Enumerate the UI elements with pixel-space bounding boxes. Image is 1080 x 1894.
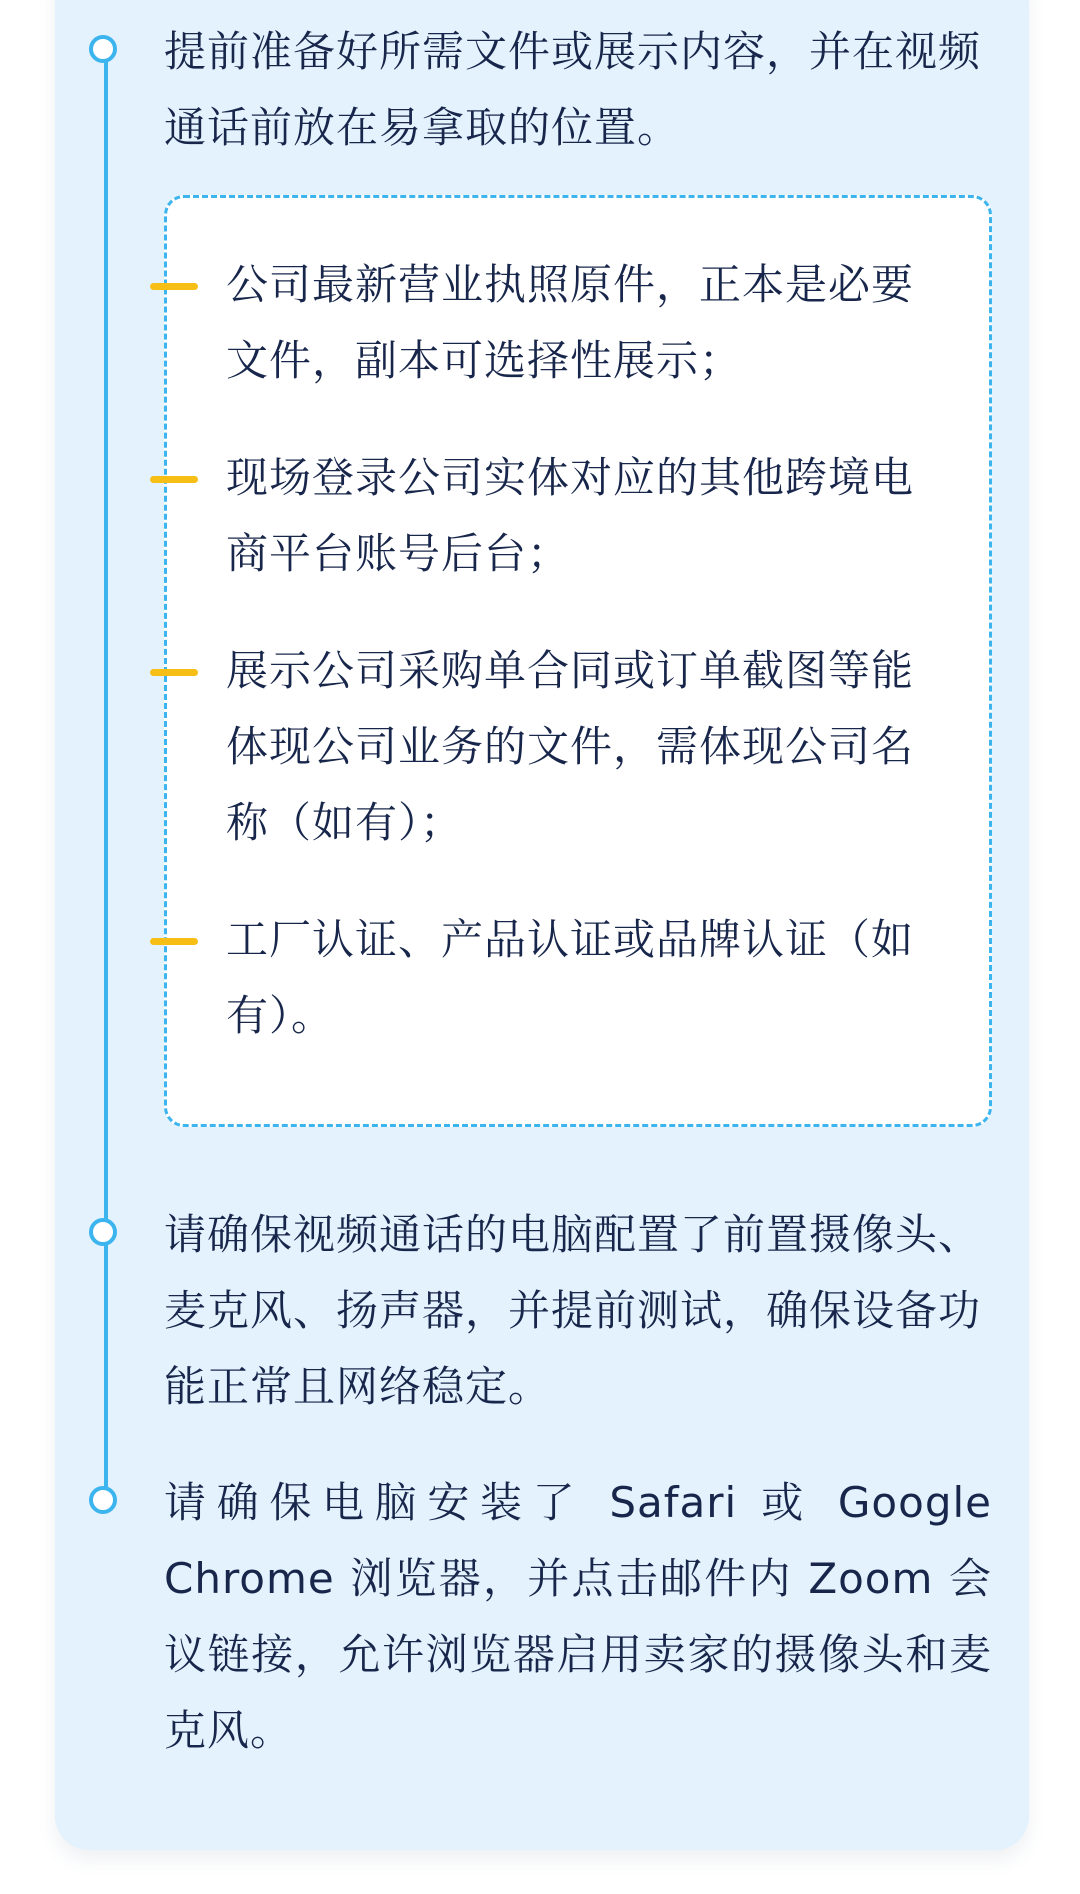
sub-item-1: 公司最新营业执照原件，正本是必要文件，副本可选择性展示； bbox=[226, 260, 915, 385]
timeline-line bbox=[104, 52, 108, 1492]
dash-icon bbox=[150, 669, 198, 676]
sub-item-2: 现场登录公司实体对应的其他跨境电商平台账号后台； bbox=[226, 453, 915, 578]
timeline-node-icon bbox=[89, 35, 117, 63]
dash-icon bbox=[150, 476, 198, 483]
step-2-text: 请确保视频通话的电脑配置了前置摄像头、麦克风、扬声器，并提前测试，确保设备功能正常且网络稳定。 bbox=[164, 1210, 982, 1411]
step-3-text: 请确保电脑安装了 Safari 或 Google Chrome 浏览器，并点击邮件内 Zoom 会议链接，允许浏览器启用卖家的摄像头和麦克风。 bbox=[164, 1478, 992, 1755]
sub-item-3: 展示公司采购单合同或订单截图等能体现公司业务的文件，需体现公司名称（如有）； bbox=[226, 646, 915, 847]
step-1-text: 提前准备好所需文件或展示内容，并在视频通话前放在易拿取的位置。 bbox=[164, 27, 982, 152]
sub-item-4: 工厂认证、产品认证或品牌认证（如有）。 bbox=[226, 915, 915, 1040]
timeline-node-icon bbox=[89, 1486, 117, 1514]
dash-icon bbox=[150, 938, 198, 945]
timeline-node-icon bbox=[89, 1218, 117, 1246]
dash-icon bbox=[150, 283, 198, 290]
